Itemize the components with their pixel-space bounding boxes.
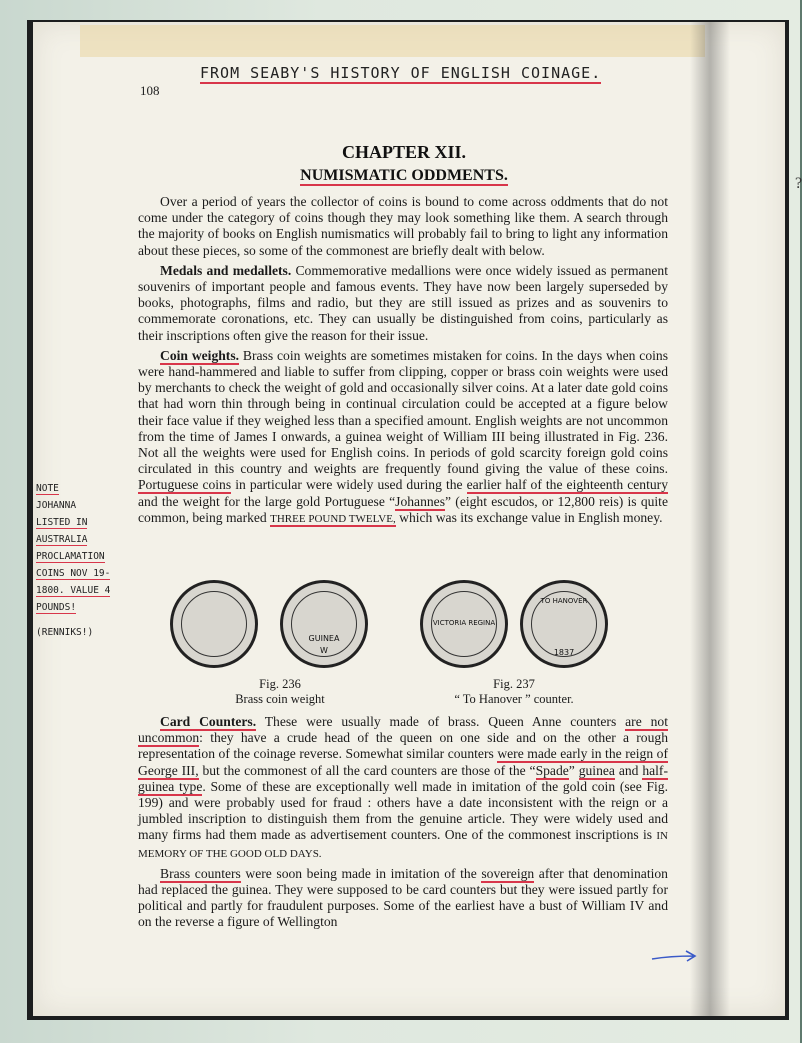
counters-paragraph: Card Counters. These were usually made of brass. Queen Anne counters are not uncommon: they have a crude head of the queen on one side and on the other a rough representation of the coinage reverse. Somewhat similar counters were made early in the reign of George III, but the commonest of all the card counters are those of the “Spade” guinea and half-guinea type. Some of these are exceptionally well made in imitation of the gold coin (see Fig. 199) and were probably used for fraud : others have a date inconsistent with the reign or a jumbled inscription to distinguish them from the genuine article. They were widely used and many firms had them made as advertisement counters. One of the commonest inscriptions is IN MEMORY OF THE GOOD OLD DAYS. [138,714,668,860]
figure-236-caption: Fig. 236 Brass coin weight [235,677,325,706]
margin-mark: ? [795,175,802,192]
intro-paragraph: Over a period of years the collector of coins is bound to come across oddments that do not come under the category of coins though they may look something like them. A search through the majority of books on English numismatics will probably fail to bring to light any information about these pieces, so some of the commonest are briefly dealt with below. [138,194,668,258]
coin-guinea-label: GUINEA [308,634,340,643]
medals-heading: Medals and medallets. [160,262,292,278]
coin-victoria-label: VICTORIA REGINA [432,619,496,627]
adhesive-tape [80,25,705,57]
medals-paragraph [138,263,668,344]
note-line: POUNDS! [36,602,77,613]
coin-hanover-label: TO HANOVER [540,597,588,605]
body-text-lower [138,714,668,931]
chapter-subtitle: NUMISMATIC ODDMENTS. [300,167,508,184]
arrow-icon [650,950,698,964]
coin-figures [170,580,640,680]
note-line: (RENNIKS!) [36,627,94,638]
handwritten-header: FROM SEABY'S HISTORY OF ENGLISH COINAGE. [200,64,602,82]
hanover-counter-reverse [520,580,608,668]
note-line: JOHANNA [36,500,77,511]
coin-hanover-year: 1837 [553,648,575,657]
weights-paragraph: Coin weights. Brass coin weights are sometimes mistaken for coins. In the days when coins were hand-hammered and liable to suffer from clipping, copper or brass coin weights were used by merchants to check the weight of gold and occasionally silver coins. At a later date gold coins that had worn thin through being in continual circulation could be accepted at a figure below their face value if they weighed less than a specified amount. English weights are not uncommon from the time of James I onwards, a guinea weight of William III being illustrated in Fig. 236. Not all the weights were used for English coins. In periods of gold scarcity foreign gold coins circulated in this country and weights are frequently found giving the value of these coins. Portuguese coins in particular were widely used during the earlier half of the eighteenth century and the weight for the large gold Portuguese “Johannes” (eight escudos, or 12,800 reis) is quite common, being marked THREE POUND TWELVE, which was its exchange value in English money. [138,347,668,525]
brass-paragraph: Brass counters were soon being made in imitation of the sovereign after that denomination had replaced the guinea. They were supposed to be card counters but they were issued partly for political and partly for fraudulent purposes. Some of the earliest have a bust of William IV and on the reverse a figure of Wellington [138,865,668,930]
coin-weight-reverse [280,580,368,668]
note-line: NOTE [36,483,59,494]
medals-body: Commemorative medallions were once widely issued as permanent souvenirs of important people and famous events. They have now been largely superseded by books, photographs, films and radio, but they are still issued as prizes and as souvenirs to commemorate coronations, etc. They can usually be distinguished from coins, particularly as their inscriptions often give the reason for their issue. [138,262,668,343]
body-text-upper [138,194,668,527]
note-line: PROCLAMATION [36,551,105,562]
note-line: 1800. VALUE 4 [36,585,111,596]
coin-weight-obverse [170,580,258,668]
coin-guinea-mark: W [320,646,328,655]
chapter-title: CHAPTER XII. [341,142,466,162]
hanover-counter-obverse [420,580,508,668]
note-line: LISTED IN AUSTRALIA [36,517,88,545]
note-line: COINS NOV 19- [36,568,111,579]
figure-237-caption: Fig. 237 “ To Hanover ” counter. [454,677,574,706]
page-fold-shadow [690,22,730,1016]
page-number: 108 [140,83,160,98]
handwritten-margin-note [36,480,136,641]
counters-heading: Card Counters. [160,714,257,729]
weights-heading: Coin weights. [160,347,240,363]
